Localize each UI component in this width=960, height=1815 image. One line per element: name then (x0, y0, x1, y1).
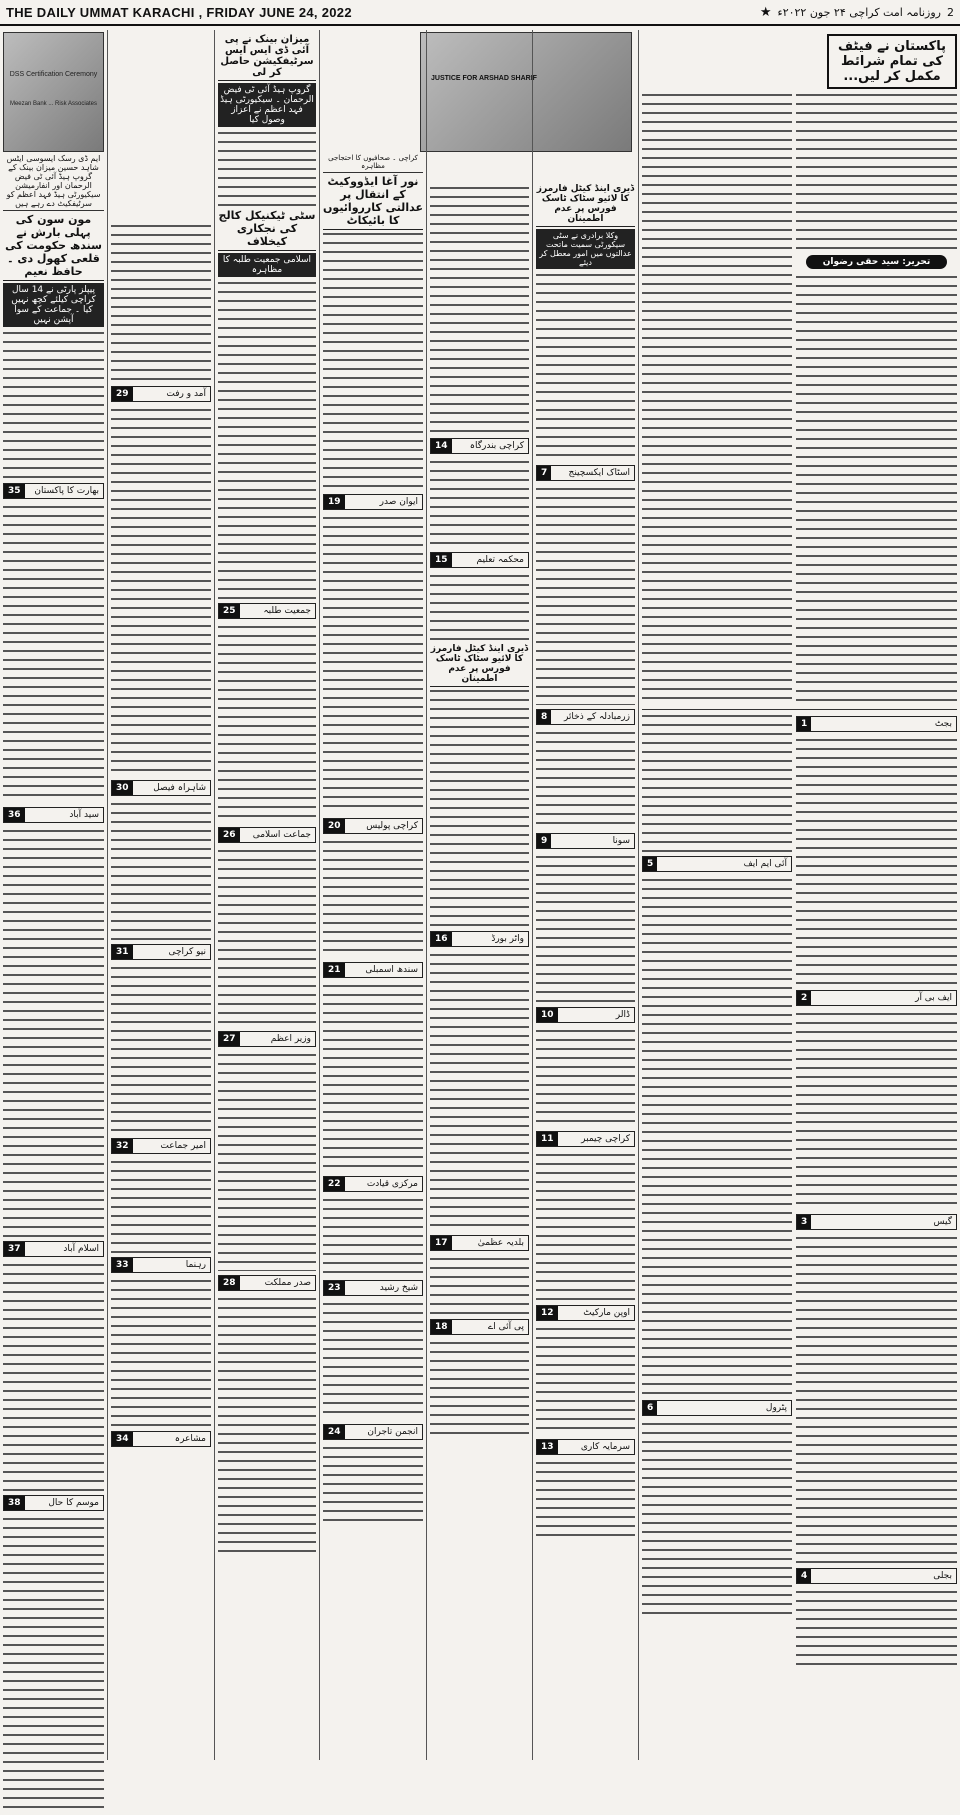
section-label: وزیر اعظم 27 (218, 1031, 316, 1047)
section-label: اسٹاک ایکسچینج 7 (536, 465, 635, 481)
section-label: زرمبادلہ کے ذخائر 8 (536, 709, 635, 725)
photo-caption: ایم ڈی رسک ایسوسی ایٹس شاہد حسین میزان بینک کے گروپ ہیڈ آئی ٹی فیض الرحمان اور انفارمیشن سیکیورٹی ہیڈ فہد اعظم کو سرٹیفکیٹ دے رہے ہیں (3, 152, 104, 211)
fatf-headline: پاکستان نے فیٹف کی تمام شرائط مکمل کر لیں... (827, 34, 957, 89)
article-text (111, 964, 211, 1134)
section-label: بھارت کا پاکستان 35 (3, 483, 104, 499)
section-label: اسلام آباد 37 (3, 1241, 104, 1257)
rain-headline: مون سون کی پہلی بارش نے سندھ حکومت کی قلعی کھول دی ۔ حافظ نعیم (3, 211, 104, 281)
section-label: سرمایہ کاری 13 (536, 1439, 635, 1455)
section-label: مرکزی قیادت 22 (323, 1176, 423, 1192)
section-label: شیخ رشید 23 (323, 1280, 423, 1296)
article-text (796, 91, 957, 251)
column-7 (638, 30, 960, 1760)
meezan-headline: میزان بینک نے پی آئی ڈی ایس ایس سرٹیفکیشن حاصل کر لی (218, 32, 316, 81)
article-text (642, 712, 792, 852)
section-label: کراچی پولیس 20 (323, 818, 423, 834)
column-2 (107, 30, 214, 1760)
section-label: آمد و رفت 29 (111, 386, 211, 402)
photo-ceremony (3, 32, 104, 152)
section-label: امیر جماعت 32 (111, 1138, 211, 1154)
article-text (536, 729, 635, 829)
section-label: انجمن تاجران 24 (323, 1424, 423, 1440)
section-label: جماعت اسلامی 26 (218, 827, 316, 843)
photo-banner: DSS Certification Ceremony (9, 71, 98, 78)
article-text (323, 838, 423, 958)
article-text (430, 951, 529, 1231)
article-text (323, 982, 423, 1172)
section-label: کراچی بندرگاہ 14 (430, 438, 529, 454)
article-text (796, 1234, 957, 1564)
protest-caption: کراچی ۔ صحافیوں کا احتجاجی مظاہرہ (323, 152, 423, 173)
dairy-top-headline: ڈیری اینڈ کیٹل فارمرز کا لائیو سٹاک ٹاسک فورس پر عدم اطمینان (536, 182, 635, 227)
page-number: 2 (947, 5, 954, 19)
article-text (111, 800, 211, 940)
article-text (430, 184, 529, 434)
section-label: بجٹ 1 (796, 716, 957, 732)
article-text (218, 279, 316, 599)
article-text (218, 847, 316, 1027)
section-label: ایوان صدر 19 (323, 494, 423, 510)
article-text (536, 271, 635, 461)
masthead-urdu (760, 5, 954, 20)
section-label: سید آباد 36 (3, 807, 104, 823)
section-label: کراچی چیمبر 11 (536, 1131, 635, 1147)
section-label: ڈالر 10 (536, 1007, 635, 1023)
article-text (642, 876, 792, 1396)
column-1 (0, 30, 107, 1760)
section-label: اوپن مارکیٹ 12 (536, 1305, 635, 1321)
article-text (218, 623, 316, 823)
rain-subhead: پیپلز پارٹی نے 14 سال کراچی کیلئے کچھ نہیں کیا ۔ جماعت کے سوا آپشن نہیں (3, 283, 104, 327)
article-text (536, 853, 635, 1003)
section-label: جمعیت طلبہ 25 (218, 603, 316, 619)
article-text (642, 1420, 792, 1620)
city-college-headline: سٹی ٹیکنیکل کالج کی نجکاری کیخلاف (218, 207, 316, 251)
article-text (323, 1196, 423, 1276)
masthead-urdu-title: روزنامہ امت کراچی ۲۴ جون ۲۰۲۲ء (777, 5, 941, 19)
section-label: پی آئی اے 18 (430, 1319, 529, 1335)
article-text (3, 329, 104, 479)
article-text (430, 1255, 529, 1315)
masthead-english-title: THE DAILY UMMAT KARACHI , FRIDAY JUNE 24, 2022 (6, 4, 352, 20)
section-label: پٹرول 6 (642, 1400, 792, 1416)
section-label: آئی ایم ایف 5 (642, 856, 792, 872)
section-label: سندھ اسمبلی 21 (323, 962, 423, 978)
article-text (430, 572, 529, 642)
article-text (3, 503, 104, 803)
article-text (430, 458, 529, 548)
article-text (323, 1300, 423, 1420)
article-text (536, 1027, 635, 1127)
column-3 (214, 30, 319, 1760)
article-text (430, 687, 529, 927)
article-text (3, 1515, 104, 1815)
section-label: واٹر بورڈ 16 (430, 931, 529, 947)
lawyers-subhead: وکلا برادری نے سٹی سیکورٹی سمیت ماتحت عدالتوں میں امور معطل کر دیئے (536, 229, 635, 269)
protest-banner: JUSTICE FOR ARSHAD SHARIF (431, 75, 537, 82)
column-6 (532, 30, 638, 1760)
article-text (111, 222, 211, 382)
article-text (430, 1339, 529, 1439)
article-text (796, 1588, 957, 1668)
article-text (3, 827, 104, 1237)
article-text (642, 91, 792, 701)
section-label: نیو کراچی 31 (111, 944, 211, 960)
masthead (0, 0, 960, 26)
dairy-headline: ڈیری اینڈ کیٹل فارمرز کا لائیو سٹاک ٹاسک فورس پر عدم اطمینان (430, 642, 529, 687)
article-text (111, 1277, 211, 1427)
section-label: بجلی 4 (796, 1568, 957, 1584)
photo-banner-2: Meezan Bank ... Risk Associates (9, 101, 98, 107)
article-text (536, 1151, 635, 1301)
author-byline: تحریر: سید حقی رضوان (806, 255, 947, 269)
article-text (111, 406, 211, 776)
article-text (323, 230, 423, 490)
section-label: محکمہ تعلیم 15 (430, 552, 529, 568)
article-text (796, 1010, 957, 1210)
section-label: رہنما 33 (111, 1257, 211, 1273)
article-text (218, 1051, 316, 1271)
noor-headline: نور آغا ایڈووکیٹ کے انتقال پر عدالتی کارروائیوں کا بائیکاٹ (323, 173, 423, 230)
article-text (796, 273, 957, 703)
section-label: سونا 9 (536, 833, 635, 849)
article-text (218, 1295, 316, 1555)
article-text (796, 736, 957, 986)
article-text (536, 1325, 635, 1435)
star-icon: ★ (759, 4, 772, 20)
section-label: شاہراہ فیصل 30 (111, 780, 211, 796)
section-label: مشاعرہ 34 (111, 1431, 211, 1447)
column-5 (426, 30, 532, 1760)
city-college-subhead: اسلامی جمعیت طلبہ کا مظاہرہ (218, 253, 316, 277)
section-label: بلدیہ عظمیٰ 17 (430, 1235, 529, 1251)
article-text (218, 129, 316, 207)
section-label: گیس 3 (796, 1214, 957, 1230)
article-text (323, 514, 423, 814)
section-label: ایف بی آر 2 (796, 990, 957, 1006)
article-text (536, 485, 635, 705)
section-label: صدر مملکت 28 (218, 1275, 316, 1291)
article-text (3, 1261, 104, 1491)
section-label: موسم کا حال 38 (3, 1495, 104, 1511)
article-text (536, 1459, 635, 1539)
article-text (323, 1444, 423, 1524)
article-text (111, 1158, 211, 1253)
meezan-subhead: گروپ ہیڈ آئی ٹی فیض الرحمان ۔ سیکیورٹی ہیڈ فہد اعظم نے اعزاز وصول کیا (218, 83, 316, 127)
